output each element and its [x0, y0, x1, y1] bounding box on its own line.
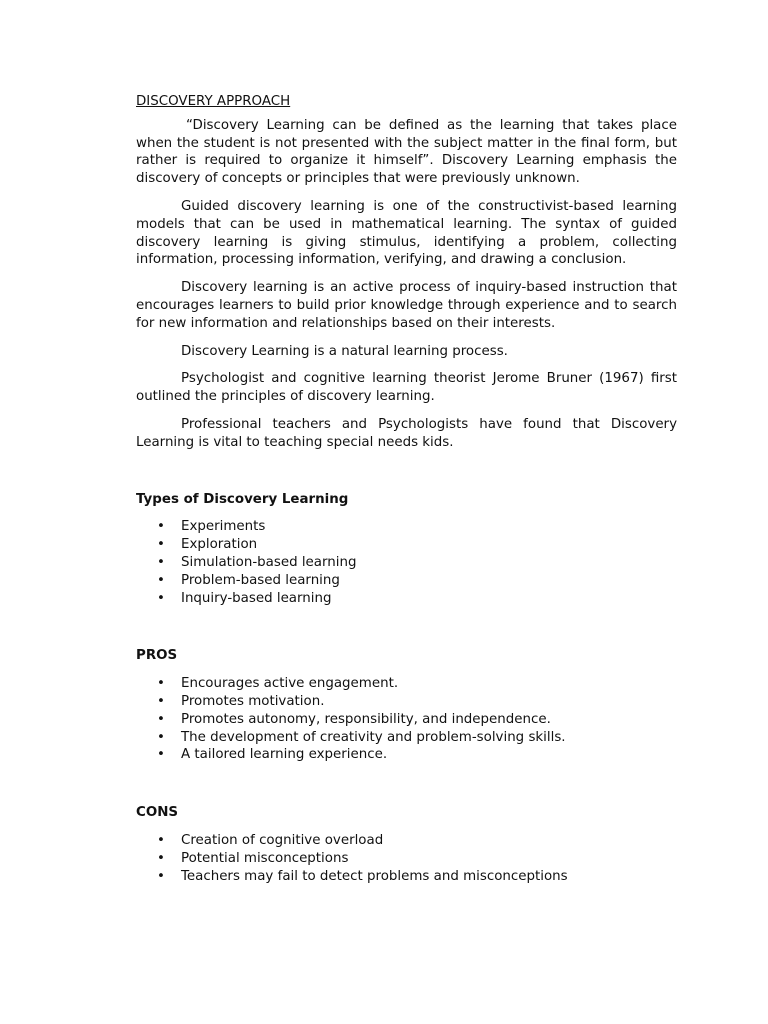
paragraph-special-needs: Professional teachers and Psychologists have found that Discovery Learning is vital to teaching special needs kids. [136, 416, 677, 450]
list-item [136, 693, 677, 711]
list-item-text: Problem-based learning [181, 572, 340, 588]
list-item-text: Encourages active engagement. [181, 676, 399, 692]
list-item-text: Experiments [181, 519, 266, 535]
paragraph-guided-discovery: Guided discovery learning is one of the constructivist-based learning models that can be used in mathematical learning. The syntax of guided discovery learning is giving stimulus, identifying a problem, collecting information, processing information, verifying, and drawing a conclusion. [136, 198, 677, 268]
paragraph-definition: “Discovery Learning can be defined as the learning that takes place when the student is not presented with the subject matter in the final form, but rather is required to organize it himself”. Discovery Learning emphasis the discovery of concepts or principles that were previously unknown. [136, 117, 677, 187]
list-item [136, 572, 677, 590]
bullet-icon: • [157, 590, 165, 606]
list-item [136, 868, 677, 886]
cons-heading: CONS [136, 805, 179, 821]
list-item [136, 675, 677, 693]
list-item-text: The development of creativity and problem-solving skills. [181, 729, 566, 745]
bullet-icon: • [157, 572, 165, 588]
bullet-icon: • [157, 850, 165, 866]
document-page [136, 93, 677, 885]
bullet-icon: • [157, 554, 165, 570]
pros-section [136, 647, 677, 764]
list-item-text: Promotes motivation. [181, 693, 325, 709]
list-item-text: Teachers may fail to detect problems and misconceptions [181, 868, 568, 884]
list-item-text: Exploration [181, 537, 258, 553]
bullet-icon: • [157, 537, 165, 553]
pros-heading: PROS [136, 648, 178, 664]
list-item [136, 554, 677, 572]
list-item [136, 832, 677, 850]
cons-list [136, 832, 677, 885]
list-item [136, 518, 677, 536]
bullet-icon: • [157, 693, 165, 709]
types-heading: Types of Discovery Learning [136, 491, 349, 507]
types-section [136, 491, 677, 608]
list-item [136, 729, 677, 747]
list-item [136, 711, 677, 729]
paragraph-bruner: Psychologist and cognitive learning theorist Jerome Bruner (1967) first outlined the principles of discovery learning. [136, 371, 677, 405]
document-title: DISCOVERY APPROACH [136, 94, 291, 109]
bullet-icon: • [157, 519, 165, 535]
list-item-text: Potential misconceptions [181, 850, 349, 866]
bullet-icon: • [157, 868, 165, 884]
bullet-icon: • [157, 832, 165, 848]
list-item-text: Promotes autonomy, responsibility, and independence. [181, 711, 551, 727]
list-item [136, 746, 677, 764]
bullet-icon: • [157, 676, 165, 692]
list-item-text: Creation of cognitive overload [181, 832, 384, 848]
list-item [136, 850, 677, 868]
paragraph-active-process: Discovery learning is an active process of inquiry-based instruction that encourages learners to build prior knowledge through experience and to search for new information and relationships based on their interests. [136, 280, 677, 331]
list-item [136, 590, 677, 608]
paragraph-natural-process: Discovery Learning is a natural learning process. [181, 343, 508, 359]
list-item-text: Simulation-based learning [181, 554, 357, 570]
cons-section [136, 804, 677, 885]
list-item-text: A tailored learning experience. [181, 747, 388, 763]
list-item-text: Inquiry-based learning [181, 590, 332, 606]
bullet-icon: • [157, 747, 165, 763]
bullet-icon: • [157, 729, 165, 745]
pros-list [136, 675, 677, 764]
bullet-icon: • [157, 711, 165, 727]
types-list [136, 518, 677, 607]
list-item [136, 536, 677, 554]
